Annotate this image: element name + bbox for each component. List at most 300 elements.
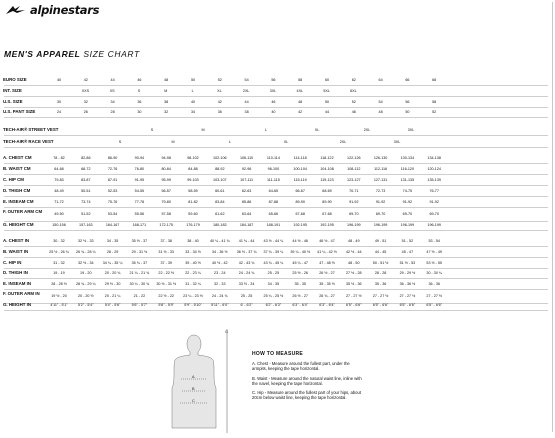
table-cell: 5'6" - 5'7" — [131, 303, 148, 307]
table-cell: 5'4" - 5'6" — [104, 303, 121, 307]
table-cell: 58 — [298, 78, 303, 82]
table-cell: 28 — [110, 110, 115, 114]
table-cell: 38 — [164, 100, 169, 104]
table-cell: 56 — [405, 100, 410, 104]
table-cell: 110-114 — [266, 156, 280, 160]
table-cell: 60-61 — [215, 189, 225, 193]
table-cell: 67-68 — [295, 212, 305, 216]
table-cell: 30 - 32 — [53, 239, 65, 243]
title-bold: MEN'S APPAREL — [4, 49, 81, 59]
table-cell: 188-191 — [266, 223, 281, 227]
table-cell: 29 ½ - 30 — [104, 282, 121, 286]
table-cell: 30 ½ - 31 ½ — [156, 282, 177, 286]
table-cell: 28 - 28 — [374, 271, 387, 275]
table-cell: 65-66 — [268, 212, 279, 216]
table-cell: 26 ¾ - 27 — [319, 294, 335, 298]
table-cell: S — [118, 140, 122, 144]
row-label: A. CHEST CM — [3, 155, 32, 160]
table-cell: 79-83 — [54, 178, 64, 182]
table-cell: 103-107 — [213, 178, 227, 182]
table-cell: 111-115 — [267, 178, 280, 182]
table-cell: 192-195 — [320, 223, 334, 227]
table-cell: 35 - 35 ½ — [319, 282, 335, 286]
alpinestars-star-icon — [5, 5, 27, 16]
table-cell: XXS — [81, 89, 90, 93]
table-cell: 134-138 — [427, 156, 441, 160]
table-cell: 38 - 40 — [187, 239, 199, 243]
table-cell: 25 - 25 — [267, 271, 280, 275]
table-cell: 38 — [244, 110, 249, 114]
table-cell: 127-131 — [373, 178, 388, 182]
table-cell: 27 - 27 ½ — [426, 294, 442, 298]
row-divider — [4, 268, 548, 269]
how-to-hip: C. Hip - Measure around the fullest part of your hips, about 20cm below waist line, keeping the tape horizontal. — [252, 390, 361, 401]
table-cell: 42 — [298, 110, 303, 114]
row-label: EURO SIZE — [3, 77, 27, 82]
table-cell: 60 — [324, 78, 330, 82]
table-cell: 4'11" - 5'1" — [50, 303, 68, 307]
title-light: SIZE CHART — [83, 49, 140, 59]
table-cell: 37 ¾ - 39 ¼ — [263, 250, 284, 254]
table-cell: 2XL — [242, 89, 250, 93]
table-cell: 20 - 20 ½ — [78, 294, 94, 298]
table-cell: M — [164, 89, 168, 93]
table-cell: 92-96 — [241, 167, 252, 171]
table-cell: 52 — [432, 110, 437, 114]
table-cell: 119-123 — [320, 178, 334, 182]
how-to-measure — [252, 352, 364, 404]
table-cell: 91-92 — [375, 200, 386, 204]
table-cell: 41 ¼ - 42 ½ — [317, 250, 337, 254]
row-divider — [4, 310, 548, 311]
table-cell: M — [171, 140, 175, 144]
page-title — [4, 49, 140, 59]
table-cell: 172-175 — [159, 223, 173, 227]
table-cell: 26 ¾ - 28 ¼ — [75, 250, 96, 254]
row-label: INT. SIZE — [3, 88, 22, 93]
table-cell: 72-73 — [375, 189, 386, 193]
table-cell: 56 — [271, 78, 276, 82]
row-label: B. WAIST IN — [3, 249, 29, 254]
table-cell: 25 - 25 — [240, 294, 253, 298]
row-label: F. OUTER ARM CM — [3, 209, 43, 214]
table-cell: 26 — [83, 110, 88, 114]
table-cell: 44 — [110, 78, 115, 82]
table-cell: 83-84 — [215, 200, 225, 204]
table-cell: 21 ¼ - 21 ¾ — [129, 271, 150, 275]
table-cell: 96-100 — [267, 167, 280, 171]
table-cell: 126-130 — [373, 156, 388, 160]
table-cell: 27 - 27 ½ — [346, 294, 362, 298]
table-cell: 76-80 — [134, 167, 145, 171]
table-cell: 196-199 — [427, 223, 441, 227]
table-cell: 131-135 — [400, 178, 415, 182]
table-cell: 74-75 — [402, 189, 413, 193]
body-figure — [154, 327, 234, 433]
table-cell: 66 — [405, 78, 410, 82]
table-cell: 5XL — [323, 89, 330, 93]
table-cell: 41 ¾ - 44 — [238, 239, 255, 243]
row-divider — [4, 246, 548, 247]
svg-text:G: G — [225, 329, 229, 334]
table-cell: 57-58 — [161, 212, 171, 216]
table-cell: 95-99 — [161, 178, 171, 182]
row-divider — [4, 85, 548, 86]
table-cell: 3XL — [269, 89, 277, 93]
table-cell: 184-187 — [239, 223, 254, 227]
table-cell: 21 - 22 — [133, 294, 146, 298]
table-cell: 31 ½ - 33 — [158, 250, 174, 254]
table-cell: 34 - 35 — [106, 239, 119, 243]
table-cell: 90-94 — [134, 156, 145, 160]
table-cell: 32 ½ - 34 — [78, 261, 94, 265]
table-cell: 71-72 — [54, 200, 64, 204]
table-cell: 87-88 — [268, 200, 279, 204]
table-cell: L — [264, 128, 268, 132]
table-cell: 6'5" - 6'6" — [426, 303, 442, 307]
row-divider — [4, 289, 548, 290]
table-cell: 40 — [190, 100, 196, 104]
table-cell: 6'5" - 6'6" — [372, 303, 389, 307]
table-cell: 86-90 — [107, 156, 118, 160]
table-cell: 168-171 — [132, 223, 147, 227]
row-label: C. HIP IN — [3, 260, 22, 265]
table-cell: 63-64 — [241, 212, 252, 216]
table-cell: XS — [109, 89, 115, 93]
table-cell: 108-112 — [347, 167, 361, 171]
row-label: B. WAIST CM — [3, 166, 31, 171]
table-cell: 30 — [137, 110, 142, 114]
table-cell: 72-76 — [107, 167, 118, 171]
how-to-chest: A. Chest - Measure around the fullest part, under the armpits, keeping the tape horizontal. — [252, 361, 350, 372]
brand-logo — [5, 3, 99, 17]
table-cell: 20 - 21 ¼ — [104, 294, 121, 298]
body-silhouette-icon — [154, 327, 234, 433]
table-cell: 100-104 — [293, 167, 307, 171]
table-cell: 6'3" - 6'4" — [292, 303, 308, 307]
table-cell: 27 - 27 ½ — [372, 294, 389, 298]
table-cell: M — [201, 128, 205, 132]
table-cell: 157-163 — [79, 223, 93, 227]
table-cell: 35 ½ - 37 — [131, 239, 148, 243]
table-cell: 24 - 24 ¾ — [212, 294, 228, 298]
how-to-waist: B. Waist - Measure around the natural waist line, inline with the navel, keeping the tape horizontal. — [252, 375, 362, 386]
table-cell: 75-76 — [107, 200, 118, 204]
row-divider — [4, 221, 548, 222]
table-cell: 44 — [324, 110, 330, 114]
table-cell: 48 — [298, 100, 303, 104]
table-cell: 48 - 50 — [348, 261, 360, 265]
table-cell: 3XL — [393, 140, 401, 144]
row-label: D. THIGH IN — [3, 270, 28, 275]
table-cell: 48 - 49 — [348, 239, 360, 243]
row-label: U.S. SIZE — [3, 99, 23, 104]
table-cell: 196-199 — [400, 223, 415, 227]
table-cell: 39 ¼ - 40 ½ — [290, 250, 311, 254]
table-cell: 91-92 — [349, 200, 359, 204]
table-cell: 59-60 — [188, 212, 198, 216]
table-cell: 62-63 — [241, 189, 252, 193]
table-cell: 42 - 43 ¾ — [238, 261, 255, 265]
row-divider — [4, 96, 548, 97]
table-cell: 98-102 — [187, 156, 199, 160]
table-cell: 91-95 — [134, 178, 145, 182]
table-cell: S — [137, 89, 141, 93]
table-cell: 26 ½ - 27 — [319, 271, 335, 275]
table-cell: 53 - 54 — [428, 239, 440, 243]
table-cell: 42 — [83, 78, 88, 82]
table-cell: 25 ½ - 26 ¾ — [49, 250, 69, 254]
table-cell: 106-110 — [239, 156, 254, 160]
table-cell: 31 - 32 ¼ — [185, 282, 201, 286]
table-cell: 196-199 — [347, 223, 361, 227]
table-cell: 120-124 — [427, 167, 441, 171]
table-cell: 70-71 — [349, 189, 359, 193]
table-cell: 39 - 40 ½ — [185, 261, 201, 265]
row-divider — [4, 278, 548, 279]
table-cell: 78 - 82 — [53, 156, 65, 160]
table-cell: 47 - 48 ½ — [319, 261, 335, 265]
table-cell: 27 - 27 ½ — [399, 294, 416, 298]
table-cell: XL — [314, 128, 320, 132]
how-to-heading: HOW TO MEASURE — [252, 351, 304, 357]
table-cell: 46 — [271, 100, 276, 104]
row-label: E. INSEAM IN — [3, 281, 32, 286]
table-cell: 48 — [164, 78, 169, 82]
table-cell: 24 — [56, 110, 62, 114]
table-cell: 36 - 36 ½ — [399, 282, 416, 286]
table-cell: 35 - 35 — [294, 282, 306, 286]
row-label: C. HIP CM — [3, 177, 24, 182]
table-cell: 104-108 — [320, 167, 334, 171]
table-cell: 52 — [351, 100, 356, 104]
table-cell: 130-134 — [400, 156, 415, 160]
table-cell: 49 - 51 — [374, 239, 387, 243]
table-cell: 5'11" - 6'0" — [211, 303, 229, 307]
table-cell: 26 ½ - 27 — [292, 294, 308, 298]
table-cell: 180-183 — [213, 223, 227, 227]
table-cell: 94-98 — [161, 156, 171, 160]
table-cell: 35 ¾ - 37 — [131, 261, 148, 265]
table-cell: 81-82 — [188, 200, 198, 204]
table-cell: 29 - 31 ½ — [131, 250, 148, 254]
brand-name: alpinestars — [30, 3, 100, 17]
row-divider — [4, 174, 548, 175]
table-cell: 54-55 — [134, 189, 145, 193]
table-cell: 76-77 — [429, 189, 439, 193]
table-cell: 50 — [324, 100, 330, 104]
table-cell: 4XL — [296, 89, 304, 93]
table-cell: 2XL — [363, 128, 371, 132]
row-divider — [4, 117, 548, 118]
table-cell: 89-90 — [322, 200, 332, 204]
table-cell: 43 ¾ - 45 ¼ — [263, 261, 284, 265]
table-cell: 89-90 — [295, 200, 305, 204]
table-cell: 68-69 — [322, 189, 332, 193]
table-cell: 37 - 38 — [160, 239, 172, 243]
table-cell: 164-167 — [105, 223, 120, 227]
table-cell: 6'5" - 6'6" — [346, 303, 362, 307]
table-cell: 53-54 — [107, 212, 118, 216]
table-cell: 122-126 — [347, 156, 361, 160]
table-cell: 27 ½ - 28 — [346, 271, 362, 275]
table-cell: 112-116 — [374, 167, 388, 171]
table-cell: 30 — [56, 100, 62, 104]
table-cell: 91-92 — [429, 200, 439, 204]
table-cell: 40 ½ - 42 — [212, 261, 228, 265]
table-cell: 77-78 — [134, 200, 145, 204]
table-cell: 46 ½ - 47 — [319, 239, 335, 243]
table-cell: 22 - 23 ¼ — [185, 271, 201, 275]
table-cell: 28 ¾ - 29 ¼ — [75, 282, 96, 286]
page-edge-line — [552, 2, 553, 432]
table-cell: 44 — [244, 100, 249, 104]
table-cell: 99-103 — [187, 178, 199, 182]
table-cell: 50-51 — [81, 189, 91, 193]
table-cell: 45 ¼ - 47 — [292, 261, 308, 265]
table-cell: 40 ¼ - 41 ¾ — [209, 239, 230, 243]
table-cell: 58-59 — [188, 189, 198, 193]
table-cell: 52 — [217, 78, 222, 82]
table-cell: 24 - 24 ¾ — [238, 271, 255, 275]
row-divider — [4, 196, 548, 197]
table-cell: 34 — [110, 100, 115, 104]
table-cell: 116-120 — [400, 167, 415, 171]
table-cell: 32 ½ - 33 — [78, 239, 94, 243]
table-cell: 36 ½ - 37 ¾ — [236, 250, 257, 254]
row-label: A. CHEST IN — [3, 238, 30, 243]
table-cell: 44 - 45 — [374, 250, 387, 254]
row-divider — [4, 163, 548, 164]
table-cell: 40 — [56, 78, 62, 82]
table-cell: 83-87 — [81, 178, 91, 182]
row-label: TECH-AIR® STREET VEST — [3, 127, 59, 132]
table-cell: L — [228, 140, 232, 144]
table-cell: 61-62 — [215, 212, 225, 216]
row-divider — [4, 107, 548, 108]
row-divider — [4, 135, 548, 136]
row-divider — [4, 207, 548, 208]
row-divider — [4, 147, 548, 148]
table-cell: 58 — [432, 100, 437, 104]
table-cell: XL — [283, 140, 289, 144]
row-label: G. HEIGHT IN — [3, 302, 32, 307]
table-cell: 6'3" - 6'4" — [319, 303, 335, 307]
table-cell: 87-91 — [107, 178, 118, 182]
table-cell: 54 — [244, 78, 249, 82]
table-cell: 46 — [137, 78, 142, 82]
table-cell: 68-72 — [81, 167, 91, 171]
table-cell: 196-199 — [373, 223, 388, 227]
table-cell: 19 ½ - 20 — [51, 294, 67, 298]
table-cell: 30 - 30 ¼ — [426, 271, 442, 275]
table-cell: 34 ¼ - 35 ¼ — [102, 261, 123, 265]
table-cell: 34 - 35 — [267, 282, 280, 286]
table-cell: 32 — [164, 110, 169, 114]
table-cell: 32 — [83, 100, 88, 104]
table-cell: 6' - 6'2" — [240, 303, 253, 307]
table-cell: 73-74 — [81, 200, 91, 204]
table-cell: 52-53 — [107, 189, 118, 193]
table-cell: 48-49 — [54, 189, 64, 193]
table-cell: 42 ½ - 44 — [346, 250, 362, 254]
table-cell: 150-156 — [52, 223, 66, 227]
table-cell: 64-68 — [54, 167, 64, 171]
row-label: D. THIGH CM — [3, 188, 31, 193]
table-cell: 35 - 36 — [374, 282, 387, 286]
table-cell: 23 - 24 — [214, 271, 226, 275]
table-cell: 20 - 20 ¾ — [104, 271, 121, 275]
table-cell: 28 - 28 ½ — [51, 282, 67, 286]
table-cell: 43 ½ - 44 ¼ — [263, 239, 284, 243]
table-cell: 19 - 20 — [80, 271, 92, 275]
table-cell: 53 ½ - 55 — [426, 261, 442, 265]
table-cell: XL — [217, 89, 222, 93]
svg-text:A: A — [192, 375, 195, 379]
table-cell: 5'9" - 5'10" — [184, 303, 202, 307]
table-cell: 69-70 — [402, 212, 413, 216]
table-cell: 42 — [217, 100, 222, 104]
table-cell: 114-118 — [293, 156, 307, 160]
table-cell: 46 — [351, 110, 356, 114]
row-label: F. OUTER ARM IN — [3, 291, 40, 296]
row-label: G. HEIGHT CM — [3, 222, 34, 227]
row-divider — [4, 185, 548, 186]
table-cell: 36 — [217, 110, 222, 114]
table-cell: 2XL — [339, 140, 347, 144]
table-cell: 3XL — [407, 128, 415, 132]
table-cell: 62 — [351, 78, 356, 82]
table-cell: 64-65 — [268, 189, 279, 193]
table-cell: 47 ½ - 49 — [426, 250, 442, 254]
table-cell: 50 - 51 ½ — [372, 261, 389, 265]
table-cell: 64 — [378, 78, 383, 82]
table-cell: 107-111 — [240, 178, 254, 182]
table-cell: 69-70 — [375, 212, 386, 216]
table-cell: 28 - 29 — [106, 250, 119, 254]
table-cell: S — [150, 128, 154, 132]
table-cell: 29 - 29 ½ — [399, 271, 416, 275]
table-cell: 115-119 — [293, 178, 307, 182]
table-cell: 88-92 — [215, 167, 225, 171]
table-cell: 34 - 36 ½ — [212, 250, 228, 254]
table-cell: 5'2" - 5'4" — [78, 303, 94, 307]
table-cell: 55-56 — [134, 212, 145, 216]
row-divider — [4, 230, 548, 231]
table-cell: 40 — [271, 110, 276, 114]
table-cell: 6'5" - 6'6" — [399, 303, 416, 307]
table-cell: 6'2" - 6'3" — [265, 303, 282, 307]
table-cell: 102-106 — [213, 156, 227, 160]
table-cell: 50 — [190, 78, 196, 82]
table-cell: 82-86 — [81, 156, 91, 160]
table-cell: 33 ½ - 34 — [238, 282, 255, 286]
table-cell: 91-92 — [402, 200, 413, 204]
table-cell: 5'8" - 5'9" — [158, 303, 174, 307]
table-cell: 22 - 22 ½ — [158, 271, 174, 275]
row-label: U.S. PANT SIZE — [3, 109, 36, 114]
table-cell: 23 ¼ - 23 ½ — [183, 294, 203, 298]
table-cell: 44 ½ - 46 — [292, 239, 308, 243]
table-cell: 79-80 — [161, 200, 171, 204]
table-cell: 36 — [137, 100, 142, 104]
table-cell: 6XL — [350, 89, 357, 93]
table-cell: 192-195 — [293, 223, 307, 227]
table-cell: 56-57 — [161, 189, 171, 193]
table-cell: 66-67 — [295, 189, 305, 193]
table-cell: 80-84 — [161, 167, 171, 171]
table-cell: 123-127 — [347, 178, 361, 182]
